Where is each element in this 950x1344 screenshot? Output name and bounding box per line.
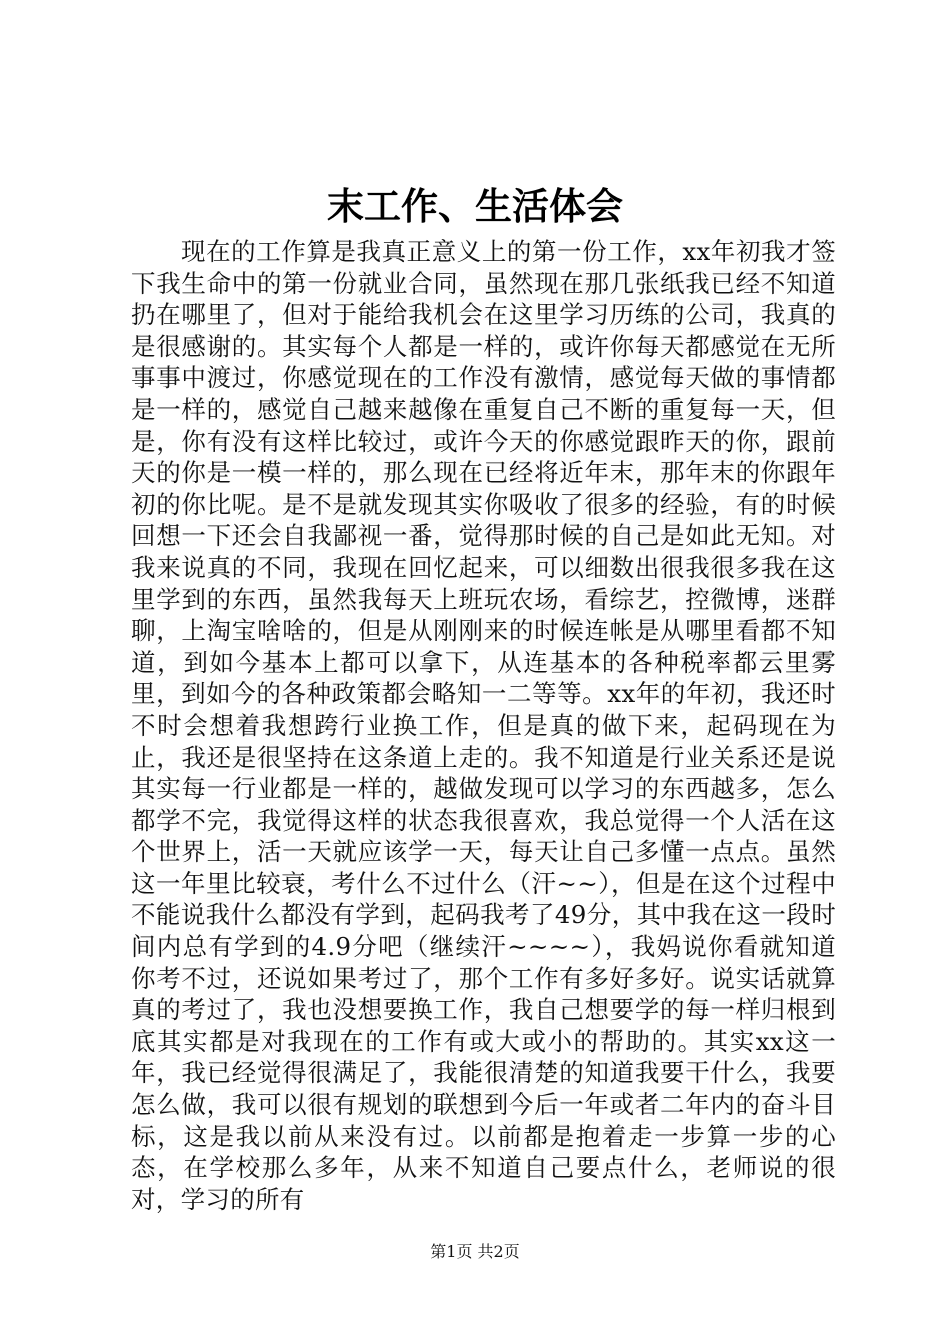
page-title: 末工作、生活体会 bbox=[327, 184, 623, 228]
body-paragraph: 现在的工作算是我真正意义上的第一份工作，xx年初我才签下我生命中的第一份就业合同，虽然现在那几张纸我已经不知道扔在哪里了，但对于能给我机会在这里学习历练的公司，我真的是很感谢的。其实每个人都是一样的，或许你每天都感觉在无所事事中渡过，你感觉现在的工作没有激情，感觉每天做的事情都是一样的，感觉自己越来越像在重复自己不断的重复每一天，但是，你有没有这样比较过，或许今天的你感觉跟昨天的你，跟前天的你是一模一样的，那么现在已经将近年末，那年末的你跟年初的你比呢。是不是就发现其实你吸收了很多的经验，有的时候回想一下还会自我鄙视一番，觉得那时候的自己是如此无知。对我来说真的不同，我现在回忆起来，可以细数出很我很多我在这里学到的东西，虽然我每天上班玩农场，看综艺，控微博，迷群聊，上淘宝啥啥的，但是从刚刚来的时候连帐是从哪里看都不知道，到如今基本上都可以拿下，从连基本的各种税率都云里雾里，到如今的各种政策都会略知一二等等。xx年的年初，我还时不时会想着我想跨行业换工作，但是真的做下来，起码现在为止，我还是很坚持在这条道上走的。我不知道是行业关系还是说其实每一行业都是一样的，越做发现可以学习的东西越多，怎么都学不完，我觉得这样的状态我很喜欢，我总觉得一个人活在这个世界上，活一天就应该学一天，每天让自己多懂一点点。虽然这一年里比较衰，考什么不过什么（汗~~），但是在这个过程中不能说我什么都没有学到，起码我考了49分，其中我在这一段时间内总有学到的4.9分吧（继续汗~~~~），我妈说你看就知道你考不过，还说如果考过了，那个工作有多好多好。说实话就算真的考过了，我也没想要换工作，我自己想要学的每一样归根到底其实都是对我现在的工作有或大或小的帮助的。其实xx这一年，我已经觉得很满足了，我能很清楚的知道我要干什么，我要怎么做，我可以很有规划的联想到今后一年或者二年内的奋斗目标，这是我以前从来没有过。以前都是抱着走一步算一步的心态，在学校那么多年，从来不知道自己要点什么，老师说的很对，学习的所有 bbox=[131, 237, 836, 1214]
page-footer: 第1页 共2页 bbox=[430, 1242, 520, 1261]
